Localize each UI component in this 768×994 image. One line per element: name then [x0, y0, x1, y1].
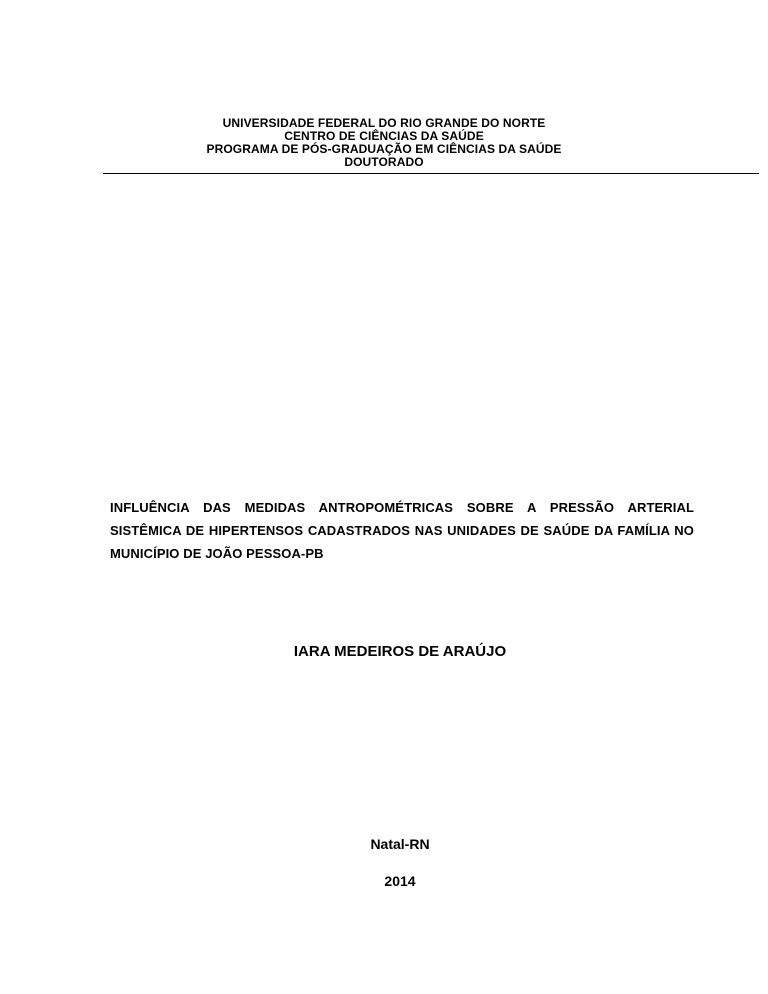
institution-header [0, 117, 768, 169]
place: Natal-RN [370, 836, 430, 852]
year: 2014 [384, 873, 416, 889]
header-divider [103, 173, 759, 174]
thesis-title: INFLUÊNCIA DAS MEDIDAS ANTROPOMÉTRICAS SOBRE A PRESSÃO ARTERIAL SISTÊMICA DE HIPERTENSOS CADASTRADOS NAS UNIDADES DE SAÚDE DA FAMÍLIA NO MUNICÍPIO DE JOÃO PESSOA-PB [110, 500, 694, 561]
university-name: UNIVERSIDADE FEDERAL DO RIO GRANDE DO NORTE [222, 116, 546, 130]
degree-level: DOUTORADO [344, 155, 424, 169]
author-name: IARA MEDEIROS DE ARAÚJO [293, 643, 507, 660]
center-name: CENTRO DE CIÊNCIAS DA SAÚDE [284, 129, 484, 143]
program-name: PROGRAMA DE PÓS-GRADUAÇÃO EM CIÊNCIAS DA SAÚDE [206, 142, 562, 156]
